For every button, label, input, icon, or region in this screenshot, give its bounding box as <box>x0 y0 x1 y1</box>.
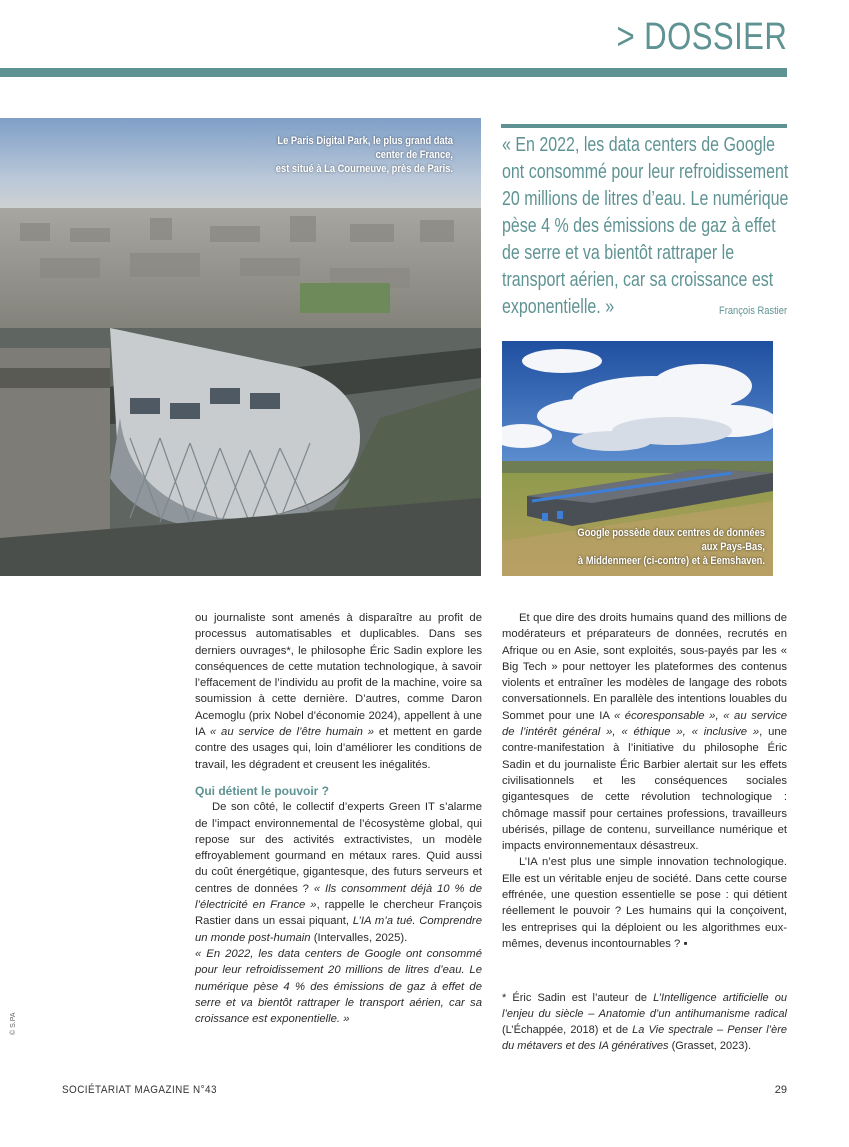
text-run: De son côté, le collectif d’experts Green IT s’alarme de l’impact environnemental de l’écosystème global, qui repose sur des activités extractivistes, un modèle effroyablement gourmand en métaux rares. Quid aussi du coût énergétique, gigantesque, des futurs serveurs et centres de données ? <box>195 801 482 895</box>
emphasis: « écoresponsable », « au service de l’intérêt général », « éthique », « inclusive » <box>502 709 787 739</box>
quote-author: François Rastier <box>718 305 787 317</box>
page-number: 29 <box>774 1084 787 1096</box>
paragraph <box>195 610 482 773</box>
paragraph <box>502 610 787 854</box>
text-run: et mettent en garde contre des usages qui, loin d’améliorer les conditions de travail, les dégradent et creusent les inégalités. <box>195 726 482 771</box>
header-rule <box>0 68 787 77</box>
footnote <box>502 990 787 1054</box>
text-run: ou journaliste sont amenés à disparaître au profit de processus automatisables et duplicables. Dans ses derniers ouvrages*, le philosophe Éric Sadin explore les conséquences de cette mutation technologique, à savoir l’effacement de l’individu au profit de la machine, voire sa soumission à cette dernière. D’autres, comme Daron Acemoglu (prix Nobel d’économie 2024), appellent à une IA <box>195 612 482 739</box>
magazine-title: SOCIÉTARIAT MAGAZINE N°43 <box>62 1084 217 1096</box>
text-run: , rappelle le chercheur François Rastier dans un essai piquant, <box>195 899 482 928</box>
text-run: (Intervalles, 2025). <box>310 931 408 944</box>
google-data-center-photo <box>502 341 773 576</box>
paragraph: L’IA n’est plus une simple innovation technologique. Elle est un véritable enjeu de société. Dans cette course effrénée, une question essentielle se pose : qui détient réellement le pouvoir ? Les humains qui la conçoivent, les entreprises qui la déploient ou les algorithmes eux-mêmes, devenus incontournables ? ▪ <box>502 856 787 950</box>
quote-inline: « En 2022, les data centers de Google ont consommé pour leur refroidissement 20 millions de litres d’eau. Le numérique pèse 4 % des émissions de gaz à effet de serre et va bientôt rattraper le transport aérien, car sa croissance est exponentielle. » <box>195 947 482 1026</box>
photo-left-caption <box>258 134 454 176</box>
text-run: (L’Échappée, 2018) et de <box>502 1024 633 1036</box>
paragraph <box>195 946 482 1027</box>
body-column-left <box>195 610 482 1027</box>
data-center-aerial-photo <box>0 118 481 576</box>
pull-quote: « En 2022, les data centers de Google ont consommé pour leur refroidissement 20 millions de litres d’eau. Le numérique pèse 4 % des émissions de gaz à effet de serre et va bientôt rattraper le transport aérien, car sa croissance est exponentielle. » <box>502 134 789 318</box>
text-run: * Éric Sadin est l’auteur de <box>502 992 654 1004</box>
caption-line: Google possède deux centres de données aux Pays-Bas, <box>577 527 765 553</box>
subheading: Qui détient le pouvoir ? <box>195 783 330 798</box>
emphasis: « au service de l’être humain » <box>209 726 375 739</box>
text-run: (Grasset, 2023). <box>668 1040 752 1052</box>
book-title: L’Intelligence artificielle ou l’enjeu du siècle – Anatomie d’un antihumanisme radical <box>502 992 787 1020</box>
emphasis: « Ils consomment déjà 10 % de l’électricité en France » <box>195 882 482 912</box>
text-run: , une contre-manifestation à l’initiative du philosophe Éric Sadin et du journaliste Éric Barbier alertait sur les effets civilisationnels et les conséquences sociales gigantesques de cette révolution technologique : chômage massif pour certaines professions, travailleurs ubérisés, pillage de contenu, surveillance numérique et impacts environnementaux désastreux. <box>502 726 787 853</box>
photo-right-caption <box>561 526 765 568</box>
body-column-right <box>502 610 787 952</box>
paragraph <box>195 799 482 946</box>
text-run: Et que dire des droits humains quand des millions de modérateurs et préparateurs de données, recrutés en Afrique ou en Asie, sont exploités, sous-payés par les « Big Tech » pour nettoyer les plateformes des contenus violents et entraîner les modèles de langage des robots conversationnels. En parallèle des intentions louables du Sommet pour une IA <box>502 612 787 722</box>
photo-credit: © S.PA <box>10 1012 17 1035</box>
caption-line: Le Paris Digital Park, le plus grand data center de France, <box>277 135 453 161</box>
section-label: > DOSSIER <box>616 16 787 58</box>
caption-line: est situé à La Courneuve, près de Paris. <box>275 163 453 175</box>
book-title: L’IA m’a tué. Comprendre un monde post-humain <box>195 915 482 944</box>
quote-rule <box>501 124 787 128</box>
book-title: La Vie spectrale – Penser l’ère du métavers et des IA génératives <box>502 1024 788 1052</box>
caption-line: à Middenmeer (ci-contre) et à Eemshaven. <box>577 555 765 567</box>
